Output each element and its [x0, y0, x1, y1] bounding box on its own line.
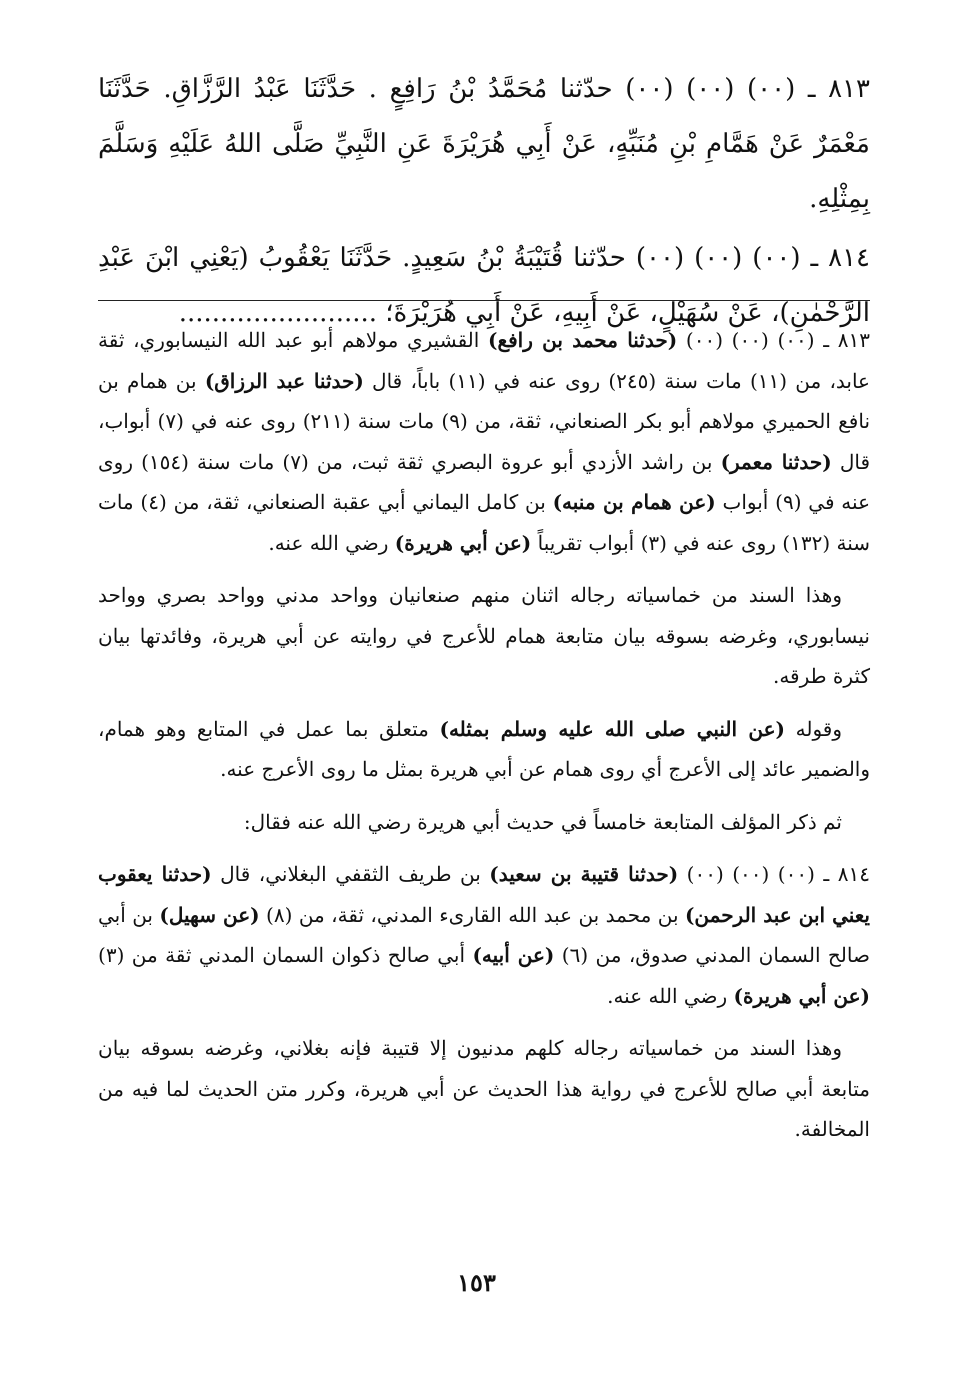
hadith-814: ٨١٤ ـ (٠٠) (٠٠) (٠٠) حدّثنا قُتَيْبَةُ بْنُ سَعِيدٍ. حَدَّثَنَا يَعْقُوبُ (يَعْنِي ابْنَ عَبْدِ الرَّحْمٰنِ)، عَنْ سُهَيْلٍ، عَنْ أَبِيهِ، عَنْ أَبِي هُرَيْرَةَ؛ ........................ [98, 243, 871, 328]
commentary-813-narrators: ٨١٣ ـ (٠٠) (٠٠) (٠٠) (حدثنا محمد بن رافع) القشيري مولاهم أبو عبد الله النيسابوري، ثقة عابد، من (١١) مات سنة (٢٤٥) روى عنه في (١١) باباً، قال (حدثنا عبد الرزاق) بن همام بن نافع الحميري مولاهم أبو بكر الصنعاني، ثقة، من (٩) مات سنة (٢١١) روى عنه في (٧) أبواب، قال (حدثنا معمر) بن راشد الأزدي أبو عروة البصري ثقة ثبت، من (٧) مات سنة (١٥٤) روى عنه في (٩) أبواب (عن همام بن منبه) بن كامل اليماني أبي عقبة الصنعاني، ثقة، من (٤) مات سنة (١٣٢) روى عنه في (٣) أبواب تقريباً (عن أبي هريرة) رضي الله عنه. [98, 328, 871, 555]
commentary-transition: ثم ذكر المؤلف المتابعة خامساً في حديث أبي هريرة رضي الله عنه فقال: [243, 809, 842, 834]
commentary-813-wording-note: وقوله (عن النبي صلى الله عليه وسلم بمثله) متعلق بما عمل في المتابع وهو همام، والضمير عائد إلى الأعرج أي روى همام عن أبي هريرة بمثل ما روى الأعرج عنه. [98, 716, 870, 781]
hadith-text-block [98, 62, 870, 345]
commentary-814-chain-note: وهذا السند من خماسياته رجاله كلهم مدنيون إلا قتيبة فإنه بغلاني، وغرضه بسوقه بيان متابعة أبي صالح للأعرج في رواية هذا الحديث عن أبي هريرة، وكرر متن الحديث لما فيه من المخالفة. [98, 1036, 870, 1141]
hadith-813: ٨١٣ ـ (٠٠) (٠٠) (٠٠) حدّثنا مُحَمَّدُ بْنُ رَافِعٍ . حَدَّثَنَا عَبْدُ الرَّزَّاقِ. حَدَّثَنَا مَعْمَرٌ عَنْ هَمَّامِ بْنِ مُنَبِّهٍ، عَنْ أَبِي هُرَيْرَةَ عَنِ النَّبِيِّ صَلَّى اللهُ عَلَيْهِ وَسَلَّمَ بِمِثْلِهِ. [98, 74, 870, 214]
page-number: ١٥٣ [457, 1268, 496, 1297]
footnote-divider [98, 300, 870, 301]
commentary-block [98, 320, 870, 1150]
commentary-813-chain-note: وهذا السند من خماسياته رجاله اثنان منهم صنعانيان وواحد مدني وواحد بصري وواحد نيسابوري، وغرضه بسوقه بيان متابعة همام للأعرج في روايته عن أبي هريرة، وفائدتها بيان كثرة طرقه. [98, 583, 870, 688]
commentary-814-narrators: ٨١٤ ـ (٠٠) (٠٠) (٠٠) (حدثنا قتيبة بن سعيد) بن طريف الثقفي البغلاني، قال (حدثنا يعقوب يعني ابن عبد الرحمن) بن محمد بن عبد الله القارىء المدني، ثقة، من (٨) (عن سهيل) بن أبي صالح السمان المدني صدوق، من (٦) (عن أبيه) أبي صالح ذكوان السمان المدني ثقة من (٣) (عن أبي هريرة) رضي الله عنه. [98, 862, 870, 1008]
